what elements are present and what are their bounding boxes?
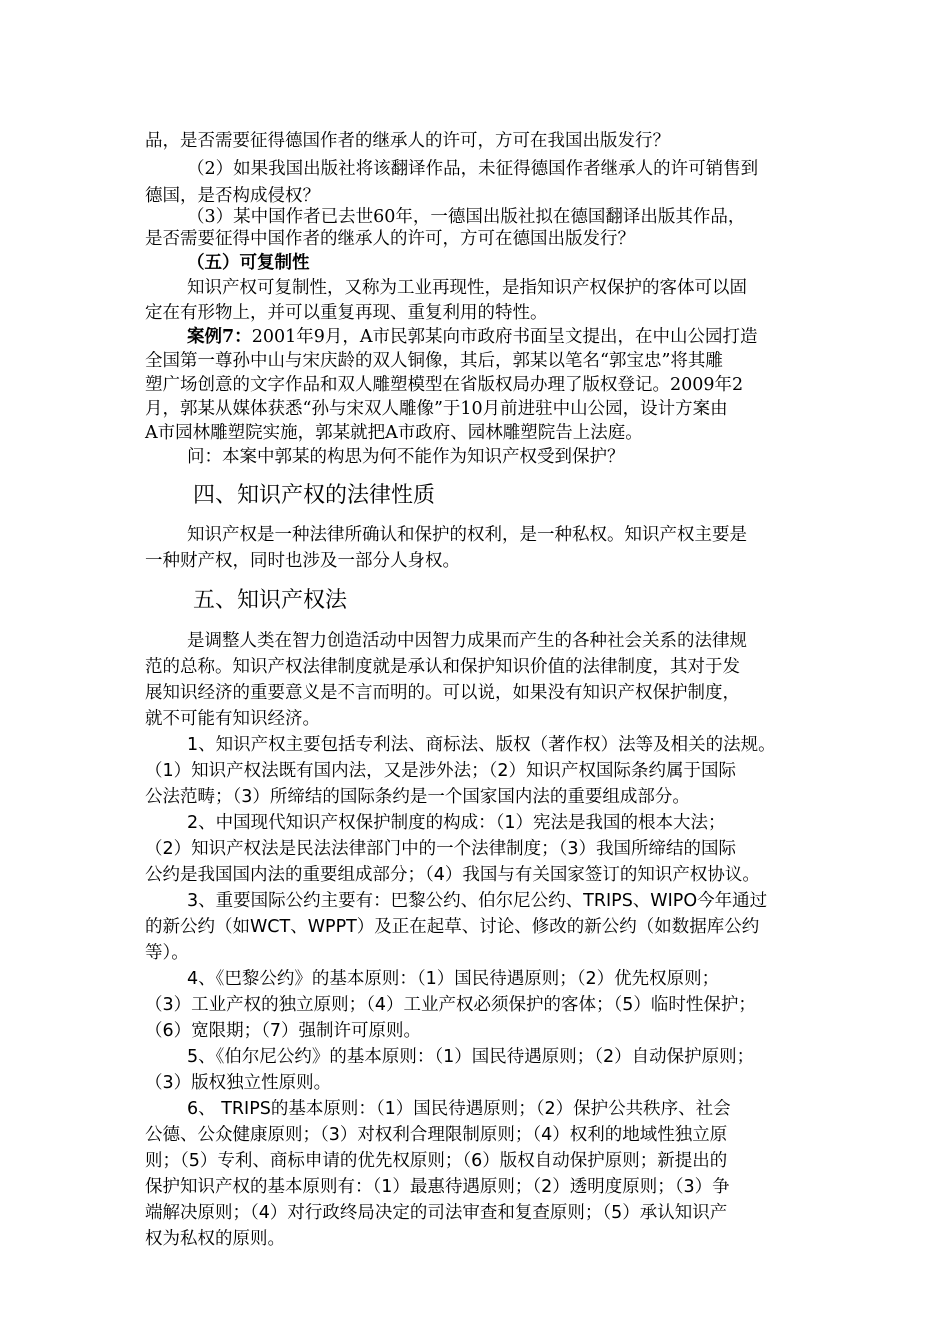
text-line: A市园林雕塑院实施，郭某就把A市政府、园林雕塑院告上法庭。 [145, 423, 643, 443]
text-line: 一种财产权，同时也涉及一部分人身权。 [145, 551, 460, 571]
text-line: 全国第一尊孙中山与宋庆龄的双人铜像，其后，郭某以笔名“郭宝忠”将其雕 [145, 351, 723, 371]
text-line: 则；（5）专利、商标申请的优先权原则；（6）版权自动保护原则；新提出的 [145, 1151, 728, 1171]
text-line: （3）版权独立性原则。 [145, 1073, 332, 1093]
text-line: 6、 TRIPS的基本原则：（1）国民待遇原则；（2）保护公共秩序、社会 [187, 1099, 731, 1119]
text-line: 端解决原则；（4）对行政终局决定的司法审查和复查原则；（5）承认知识产 [145, 1203, 728, 1223]
text-line: 知识产权是一种法律所确认和保护的权利，是一种私权。知识产权主要是 [187, 525, 747, 545]
text-line: 公法范畴；（3）所缔结的国际条约是一个国家国内法的重要组成部分。 [145, 787, 690, 807]
section-subheading: （五）可复制性 [187, 253, 310, 273]
text-line: 5、《伯尔尼公约》的基本原则：（1）国民待遇原则；（2）自动保护原则； [187, 1047, 755, 1067]
text-line: 4、《巴黎公约》的基本原则：（1）国民待遇原则；（2）优先权原则； [187, 969, 720, 989]
text-line: 定在有形物上，并可以重复再现、重复利用的特性。 [145, 303, 548, 323]
text-line: 权为私权的原则。 [145, 1229, 285, 1249]
text-line: 等）。 [145, 943, 189, 963]
text-line: 的新公约（如WCT、WPPT）及正在起草、讨论、修改的新公约（如数据库公约 [145, 917, 760, 937]
case-line [187, 324, 758, 350]
text-line: 公德、公众健康原则；（3）对权利合理限制原则；（4）权利的地域性独立原 [145, 1125, 728, 1145]
text-line: （2）如果我国出版社将该翻译作品，未征得德国作者继承人的许可销售到 [187, 159, 759, 179]
text-line: 展知识经济的重要意义是不言而明的。可以说，如果没有知识产权保护制度， [145, 683, 740, 703]
section-heading: 四、知识产权的法律性质 [193, 483, 436, 508]
question-line: 问：本案中郭某的构思为何不能作为知识产权受到保护？ [187, 447, 625, 467]
text-line: 品，是否需要征得德国作者的继承人的许可，方可在我国出版发行？ [145, 131, 670, 151]
text-line: 塑广场创意的文字作品和双人雕塑模型在省版权局办理了版权登记。2009年2 [145, 375, 744, 395]
case-text: 2001年9月，A市民郭某向市政府书面呈文提出，在中山公园打造 [251, 327, 758, 347]
text-line: 范的总称。知识产权法律制度就是承认和保护知识价值的法律制度，其对于发 [145, 657, 740, 677]
text-line: 1、知识产权主要包括专利法、商标法、版权（著作权）法等及相关的法规。 [187, 735, 776, 755]
text-line: 是调整人类在智力创造活动中因智力成果而产生的各种社会关系的法律规 [187, 631, 747, 651]
text-line: 月，郭某从媒体获悉“孙与宋双人雕像”于10月前进驻中山公园，设计方案由 [145, 399, 728, 419]
text-line: （2）知识产权法是民法法律部门中的一个法律制度；（3）我国所缔结的国际 [145, 839, 737, 859]
text-line: （6）宽限期；（7）强制许可原则。 [145, 1021, 422, 1041]
text-line: 德国，是否构成侵权？ [145, 186, 320, 206]
text-line: 保护知识产权的基本原则有：（1）最惠待遇原则；（2）透明度原则；（3）争 [145, 1177, 730, 1197]
text-line: 是否需要征得中国作者的继承人的许可，方可在德国出版发行？ [145, 229, 635, 249]
text-line: 知识产权可复制性，又称为工业再现性，是指知识产权保护的客体可以固 [187, 278, 747, 298]
case-label: 案例7： [187, 327, 252, 347]
text-line: 公约是我国国内法的重要组成部分；（4）我国与有关国家签订的知识产权协议。 [145, 865, 760, 885]
text-line: （3）某中国作者已去世60年，一德国出版社拟在德国翻译出版其作品， [187, 207, 746, 227]
text-line: 3、重要国际公约主要有：巴黎公约、伯尔尼公约、TRIPS、WIPO今年通过 [187, 891, 768, 911]
text-line: 2、中国现代知识产权保护制度的构成：（1）宪法是我国的根本大法； [187, 813, 726, 833]
section-heading: 五、知识产权法 [193, 588, 348, 613]
text-line: 就不可能有知识经济。 [145, 709, 320, 729]
text-line: （3）工业产权的独立原则；（4）工业产权必须保护的客体；（5）临时性保护； [145, 995, 756, 1015]
text-line: （1）知识产权法既有国内法，又是涉外法；（2）知识产权国际条约属于国际 [145, 761, 737, 781]
